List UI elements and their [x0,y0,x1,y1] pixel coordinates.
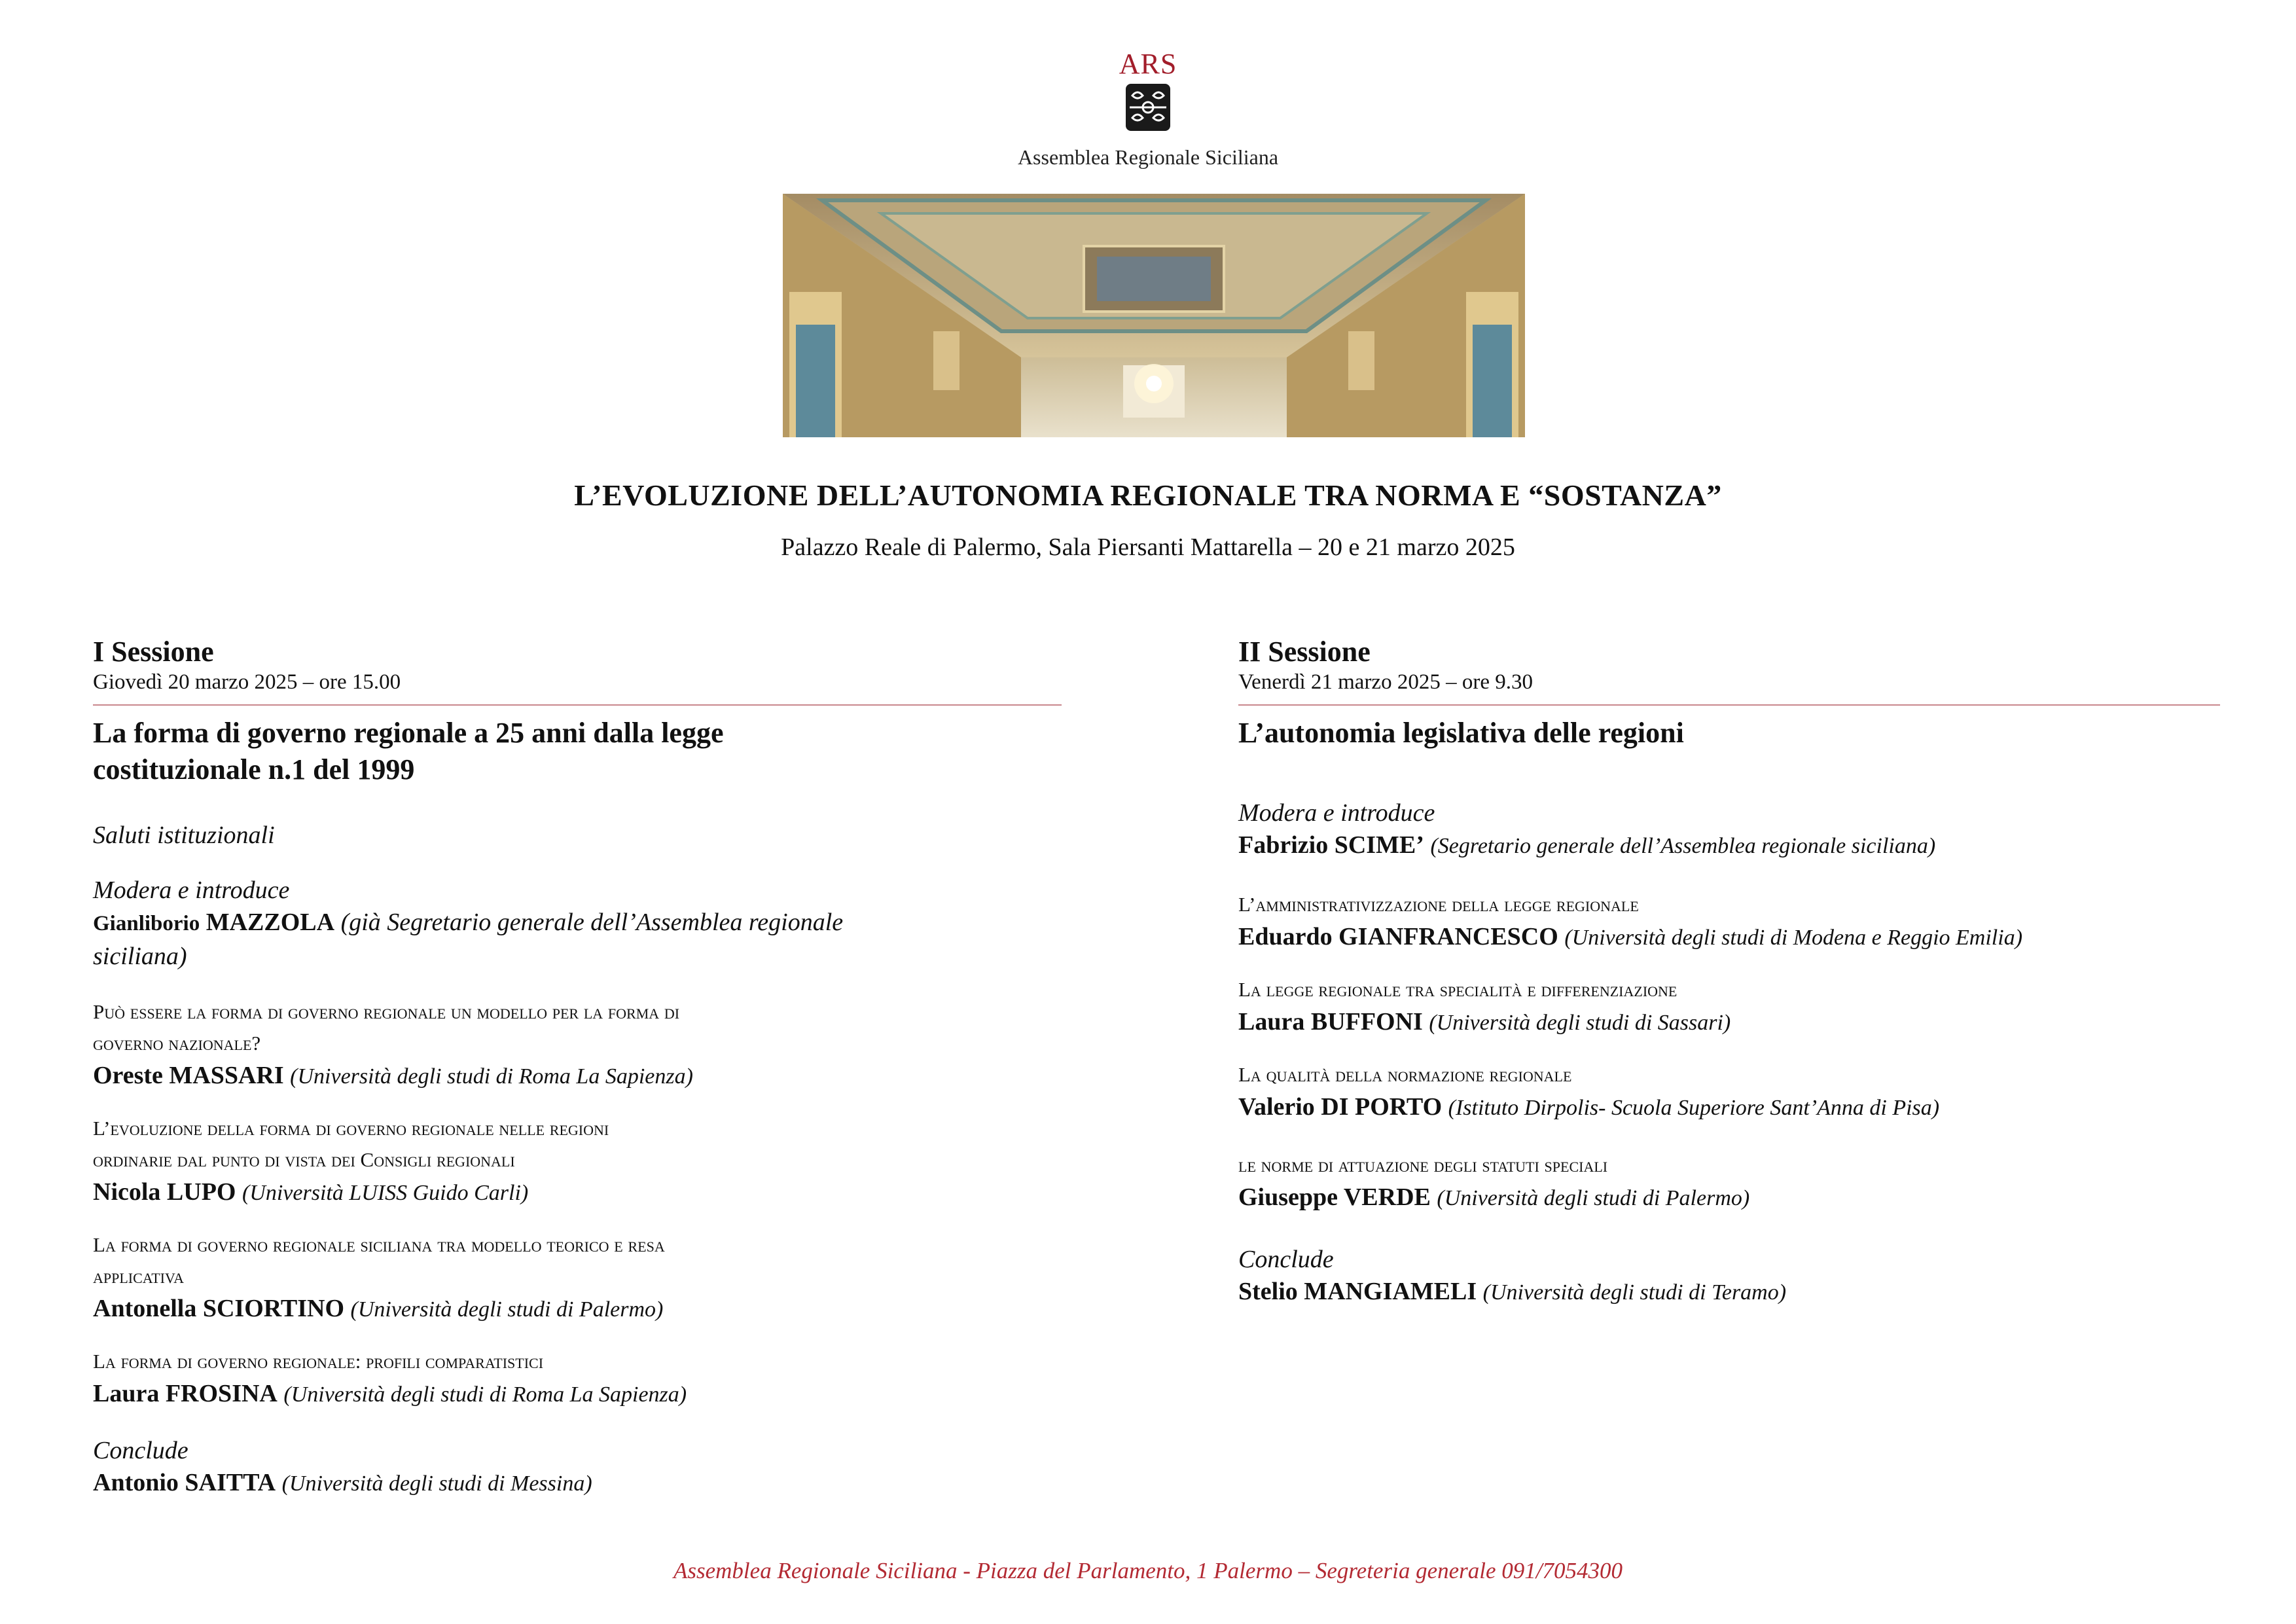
greetings-label: Saluti istituzionali [93,821,275,849]
organization-name: Assemblea Regionale Siciliana [1017,145,1279,169]
talk-speaker: Laura BUFFONI (Università degli studi di Sassari) [1238,1008,1731,1036]
ornate-hall-ceiling-photo [783,194,1525,437]
session-2-title: II Sessione [1238,636,1371,668]
talk-speaker: Nicola LUPO (Università LUISS Guido Carli) [93,1178,529,1206]
moderator-speaker: Fabrizio SCIME’ (Segretario generale dell’Assemblea regionale siciliana) [1238,831,1936,859]
session-1-date: Giovedì 20 marzo 2025 – ore 15.00 [93,670,401,694]
talk-title: L’evoluzione della forma di governo regionale nelle regioni ordinarie dal punto di vista dei Consigli regionali [93,1117,609,1171]
moderator-speaker: Gianliborio MAZZOLA (già Segretario generale dell’Assemblea regionale [93,909,844,936]
session-1: I Sessione Giovedì 20 marzo 2025 – ore 15.00 La forma di governo regionale a 25 anni dalla legge costituzionale n.1 del 1999 Saluti istituzionali Modera e introduce Gianliborio MAZZOLA (già Segretario generale dell’Assemblea regionale siciliana) Può essere la forma di governo regionale un modello per la forma di governo nazionale? Oreste MASSARI (Università degli studi di Roma La Sapienza) L’evoluzione della forma di governo regionale nelle regioni ordinarie dal punto di vista dei Consigli regionali Nicola LUPO (Università LUISS Guido Carli) La forma di governo regionale siciliana tra modello teorico e resa applicativa Antonella SCIORTINO (Università degli studi di Palermo) La forma di governo regionale: profili comparatistici Laura FROSINA (Università degli studi di Roma La Sapienza) Conclude Antonio SAITTA (Università degli studi di Messina) [93,635,1062,1520]
talk-speaker: Antonella SCIORTINO (Università degli studi di Palermo) [93,1295,664,1322]
ars-trinacria-emblem-icon [1123,81,1173,134]
conclude-label: Conclude [93,1437,188,1464]
footer-contact: Assemblea Regionale Siciliana - Piazza del Parlamento, 1 Palermo – Segreteria generale 091/7054300 [673,1558,1623,1583]
session-2-theme: L’autonomia legislativa delle regioni [1238,717,1684,749]
talk-speaker: Valerio DI PORTO (Istituto Dirpolis- Scuola Superiore Sant’Anna di Pisa) [1238,1093,1940,1121]
talk-speaker: Oreste MASSARI (Università degli studi di Roma La Sapienza) [93,1062,693,1089]
talk-title: Può essere la forma di governo regionale un modello per la forma di governo nazionale? [93,1000,680,1055]
moderator-label: Modera e introduce [1238,799,1435,827]
session-1-theme: La forma di governo regionale a 25 anni dalla legge costituzionale n.1 del 1999 [93,717,724,785]
session-2-date: Venerdì 21 marzo 2025 – ore 9.30 [1238,670,1533,694]
talk-speaker: Giuseppe VERDE (Università degli studi di Palermo) [1238,1183,1750,1211]
talk-title: La forma di governo regionale siciliana tra modello teorico e resa applicativa [93,1233,665,1288]
event-title: L’EVOLUZIONE DELL’AUTONOMIA REGIONALE TRA NORMA E “SOSTANZA” [574,478,1722,512]
conclude-speaker: Stelio MANGIAMELI (Università degli studi di Teramo) [1238,1278,1787,1305]
session-2-divider [1238,704,2220,706]
talk-speaker: Laura FROSINA (Università degli studi di Roma La Sapienza) [93,1380,687,1407]
session-1-divider [93,704,1062,706]
talk-speaker: Eduardo GIANFRANCESCO (Università degli studi di Modena e Reggio Emilia) [1238,923,2023,950]
conclude-speaker: Antonio SAITTA (Università degli studi di Messina) [93,1469,592,1496]
session-1-title: I Sessione [93,636,214,668]
conclude-label: Conclude [1238,1246,1334,1273]
talk-title: le norme di attuazione degli statuti speciali [1238,1153,1608,1176]
logo-text: ARS [1119,48,1177,80]
talk-title: La qualità della normazione regionale [1238,1063,1572,1086]
event-venue-dates: Palazzo Reale di Palermo, Sala Piersanti Mattarella – 20 e 21 marzo 2025 [781,533,1515,561]
moderator-label: Modera e introduce [93,876,290,904]
talk-title: L’amministrativizzazione della legge regionale [1238,893,1639,916]
talk-title: La legge regionale tra specialità e differenziazione [1238,978,1677,1001]
talk-title: La forma di governo regionale: profili comparatistici [93,1350,544,1373]
session-2 [1238,635,2220,1329]
